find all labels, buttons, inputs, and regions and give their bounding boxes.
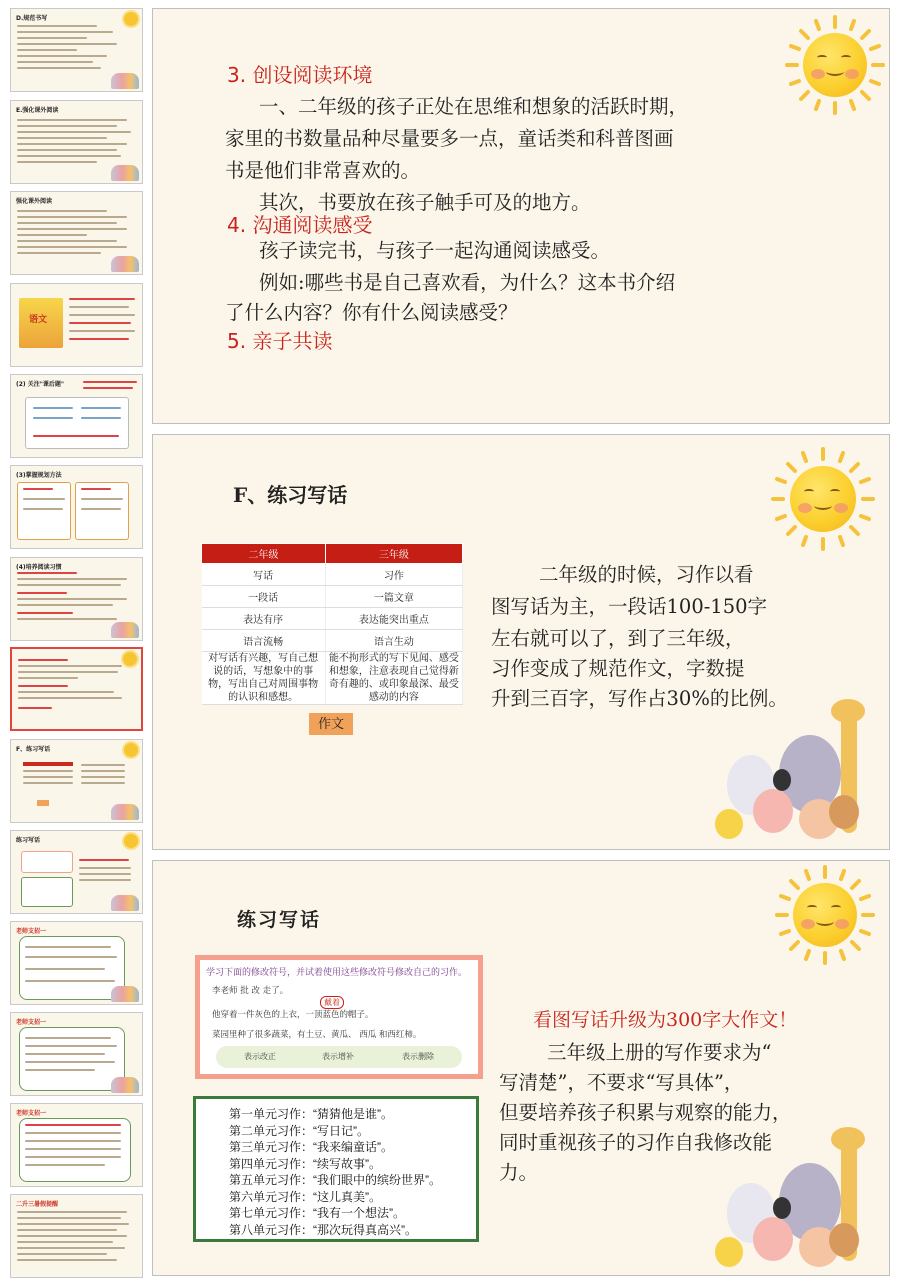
- table-row: [202, 652, 463, 705]
- grade-comparison-table: [201, 543, 463, 705]
- example-sentence: 李老师 批 改 走了。: [212, 986, 289, 996]
- slide-thumbnail-rail[interactable]: [0, 0, 148, 1286]
- table-cell: 对写话有兴趣，写自己想说的话，写想象中的事物，写出自己对周围事物的认识和感想。: [202, 652, 326, 705]
- legend-delete: 表示删除: [402, 1052, 434, 1061]
- paragraph-line: 孩子读完书，与孩子一起沟通阅读感受。: [259, 239, 611, 262]
- table-cell: 一篇文章: [325, 586, 462, 608]
- thumb-title: 练习写话: [16, 837, 41, 844]
- slide-thumbnail-6[interactable]: [10, 465, 143, 549]
- table-cell: 写话: [202, 564, 326, 586]
- list-item: 第六单元习作：“这儿真美”。: [229, 1189, 381, 1204]
- card-title: 学习下面的修改符号，并试着使用这些修改符号修改自己的习作。: [206, 968, 468, 978]
- thumb-title: 老师支招一: [16, 1110, 47, 1117]
- slide-reading-environment[interactable]: [152, 8, 890, 424]
- paragraph-line: 家里的书数量品种尽量要多一点，童话类和科普图画: [225, 127, 674, 150]
- heading-reading-feelings: 4. 沟通阅读感受: [227, 213, 373, 237]
- heading-parent-child-reading: 5. 亲子共读: [227, 329, 333, 353]
- legend-correct: 表示改正: [244, 1052, 276, 1061]
- table-row: [202, 630, 463, 652]
- table-cell: 习作: [325, 564, 462, 586]
- legend-insert: 表示增补: [322, 1052, 354, 1061]
- list-item: 第三单元习作：“我来编童话”。: [229, 1140, 393, 1154]
- thumb-title: E.强化课外阅读: [16, 107, 59, 114]
- thumb-title: F、练习写话: [16, 746, 51, 753]
- thumb-title: D.规范书写: [16, 15, 48, 22]
- slide-thumbnail-7[interactable]: [10, 557, 143, 641]
- list-item: 第四单元习作：“续写故事”。: [229, 1156, 381, 1171]
- description-line: 同时重视孩子的习作自我修改能: [499, 1131, 773, 1154]
- slide-thumbnail-5[interactable]: [10, 374, 143, 458]
- slide-thumbnail-3[interactable]: [10, 191, 143, 275]
- insert-mark: 戴着: [320, 996, 344, 1009]
- description-line: 但要培养孩子积累与观察的能力，: [499, 1101, 792, 1124]
- slide-title: 练习写话: [237, 909, 322, 931]
- unit-assignments-list: [193, 1096, 479, 1242]
- table-header: 二年级: [202, 544, 326, 564]
- cartoon-animals-illustration: [713, 1127, 889, 1276]
- slide-thumbnail-1[interactable]: [10, 8, 143, 92]
- sun-decoration-icon: [783, 13, 887, 117]
- thumb-title: (2) 关注"课后题": [16, 381, 65, 388]
- thumb-title: (3)掌握规划方法: [16, 472, 62, 479]
- table-cell: 语言生动: [325, 630, 462, 652]
- thumb-title: (4)培养阅读习惯: [16, 564, 62, 571]
- slide-thumbnail-12[interactable]: [10, 1012, 143, 1096]
- list-item: 第五单元习作：“我们眼中的缤纷世界”。: [229, 1173, 441, 1187]
- sun-decoration-icon: [773, 863, 877, 967]
- example-sentence: 他穿着一件灰色的上衣，一顶蓝色的帽子。: [212, 1010, 374, 1020]
- table-cell: 表达能突出重点: [325, 608, 462, 630]
- slide-thumbnail-13[interactable]: [10, 1103, 143, 1187]
- sun-decoration-icon: [769, 445, 877, 553]
- cartoon-animals-illustration: [713, 699, 889, 849]
- table-row: [202, 564, 463, 586]
- description-line: 图写话为主，一段话100-150字: [491, 595, 768, 618]
- paragraph-line: 书是他们非常喜欢的。: [225, 159, 421, 182]
- composition-button[interactable]: 作文: [309, 713, 353, 735]
- description-line: 写清楚”，不要求“写具体”，: [499, 1071, 744, 1094]
- table-cell: 一段话: [202, 586, 326, 608]
- headline-upgrade: 看图写话升级为300字大作文！: [533, 1009, 798, 1031]
- revision-marks-card: [195, 955, 483, 1079]
- thumb-title: 语文: [29, 315, 48, 325]
- example-sentence: 菜园里种了很多蔬菜，有土豆、黄瓜、 西瓜 和西红柿。: [212, 1030, 422, 1040]
- slide-writing-practice[interactable]: [152, 434, 890, 850]
- table-cell: 语言流畅: [202, 630, 326, 652]
- slide-thumbnail-2[interactable]: [10, 100, 143, 184]
- slide-thumbnail-11[interactable]: [10, 921, 143, 1005]
- table-row: [202, 586, 463, 608]
- slide-thumbnail-8-selected[interactable]: [10, 647, 143, 731]
- description-line: 升到三百字，写作占30%的比例。: [491, 687, 788, 710]
- table-header: 三年级: [325, 544, 462, 564]
- description-line: 三年级上册的写作要求为“: [547, 1041, 772, 1064]
- description-line: 力。: [499, 1161, 539, 1184]
- slide-thumbnail-4[interactable]: [10, 283, 143, 367]
- paragraph-line: 了什么内容？你有什么阅读感受？: [225, 301, 518, 324]
- thumb-title: 老师支招一: [16, 928, 47, 935]
- table-row: [202, 608, 463, 630]
- list-item: 第七单元习作：“我有一个想法”。: [229, 1206, 405, 1220]
- description-line: 二年级的时候，习作以看: [539, 563, 754, 586]
- thumb-title: 强化课外阅读: [16, 198, 53, 205]
- marks-legend: [216, 1046, 462, 1068]
- paragraph-line: 例如:哪些书是自己喜欢看，为什么？这本书介绍: [259, 271, 676, 294]
- list-item: 第一单元习作：“猜猜他是谁”。: [229, 1107, 393, 1121]
- slide-thumbnail-9[interactable]: [10, 739, 143, 823]
- paragraph-line: 一、二年级的孩子正处在思维和想象的活跃时期，: [259, 95, 689, 118]
- table-cell: 能不拘形式的写下见闻、感受和想象，注意表现自己觉得新奇有趣的、或印象最深、最受感动的内容: [325, 652, 462, 705]
- list-item: 第八单元习作：“那次玩得真高兴”。: [229, 1222, 417, 1237]
- heading-reading-environment: 3. 创设阅读环境: [227, 63, 373, 87]
- slide-title: F、练习写话: [233, 483, 348, 507]
- slide-thumbnail-14[interactable]: [10, 1194, 143, 1278]
- slide-thumbnail-10[interactable]: [10, 830, 143, 914]
- thumb-title: 老师支招一: [16, 1019, 47, 1026]
- paragraph-line: 其次，书要放在孩子触手可及的地方。: [259, 191, 591, 214]
- description-line: 左右就可以了，到了三年级，: [491, 627, 745, 650]
- list-item: 第二单元习作：“写日记”。: [229, 1123, 369, 1138]
- thumb-title: 二升三暑假提醒: [16, 1201, 59, 1208]
- description-line: 习作变成了规范作文，字数提: [491, 657, 745, 680]
- table-cell: 表达有序: [202, 608, 326, 630]
- slide-writing-upgrade[interactable]: [152, 860, 890, 1276]
